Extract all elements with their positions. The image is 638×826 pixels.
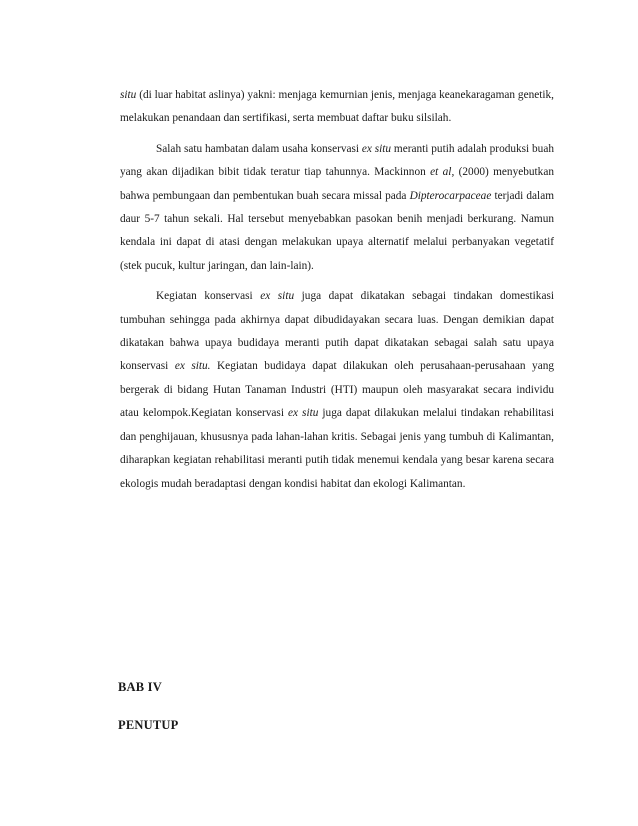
paragraph-text: meranti putih adalah produksi buah yang akan dijadikan bibit tidak teratur tiap tahunnya. Mackinnon (120, 142, 554, 179)
italic-term: ex situ. (174, 360, 211, 373)
chapter-title: PENUTUP (118, 718, 179, 732)
chapter-heading: BAB IV (118, 680, 162, 694)
italic-term: Dipterocarpaceae (409, 189, 492, 202)
paragraph-text: juga dapat dikatakan sebagai tindakan domestikasi tumbuhan sehingga pada akhirnya dapat dibudidayakan secara luas. Dengan demikian dapat dikatakan bahwa upaya budidaya meranti putih dapat dikatakan sebagai salah satu upaya konservasi (120, 290, 554, 373)
body-text (120, 84, 554, 503)
paragraph-text: terjadi dalam daur 5-7 tahun sekali. Hal tersebut menyebabkan pasokan benih menjadi berkurang. Namun kendala ini dapat di atasi dengan melakukan upaya alternatif melalui perbanyakan vegetatif (stek pucuk, kultur jaringan, dan lain-lain). (120, 189, 555, 272)
italic-term: et al, (430, 166, 455, 179)
paragraph-text: juga dapat dilakukan melalui tindakan rehabilitasi dan penghijauan, khususnya pada lahan-lahan kritis. Sebagai jenis yang tumbuh di Kalimantan, diharapkan kegiatan rehabilitasi meranti putih tidak menemui kendala yang besar karena secara ekologis mudah beradaptasi dengan kondisi habitat dan ekologi Kalimantan. (120, 407, 554, 490)
paragraph-text: (di luar habitat aslinya) yakni: menjaga kemurnian jenis, menjaga keanekaragaman genetik, melakukan penandaan dan sertifikasi, serta membuat daftar buku silsilah. (120, 89, 554, 125)
paragraph-2 (120, 138, 554, 278)
paragraph-text: Kegiatan konservasi (156, 290, 261, 303)
paragraph-text: Salah satu hambatan dalam usaha konservasi (156, 142, 362, 155)
italic-term: situ (120, 89, 137, 101)
italic-term: ex situ (361, 142, 392, 155)
paragraph-3 (120, 285, 554, 496)
italic-term: ex situ (288, 407, 319, 420)
italic-term: ex situ (260, 290, 295, 303)
paragraph-text: Kegiatan budidaya dapat dilakukan oleh perusahaan-perusahaan yang bergerak di bidang Hutan Tanaman Industri (HTI) maupun oleh masyarakat secara individu atau kelompok.Kegiatan konservasi (120, 360, 555, 420)
paragraph-1 (120, 84, 554, 131)
paragraph-text: (2000) menyebutkan bahwa pembungaan dan pembentukan buah secara missal pada (120, 166, 554, 202)
